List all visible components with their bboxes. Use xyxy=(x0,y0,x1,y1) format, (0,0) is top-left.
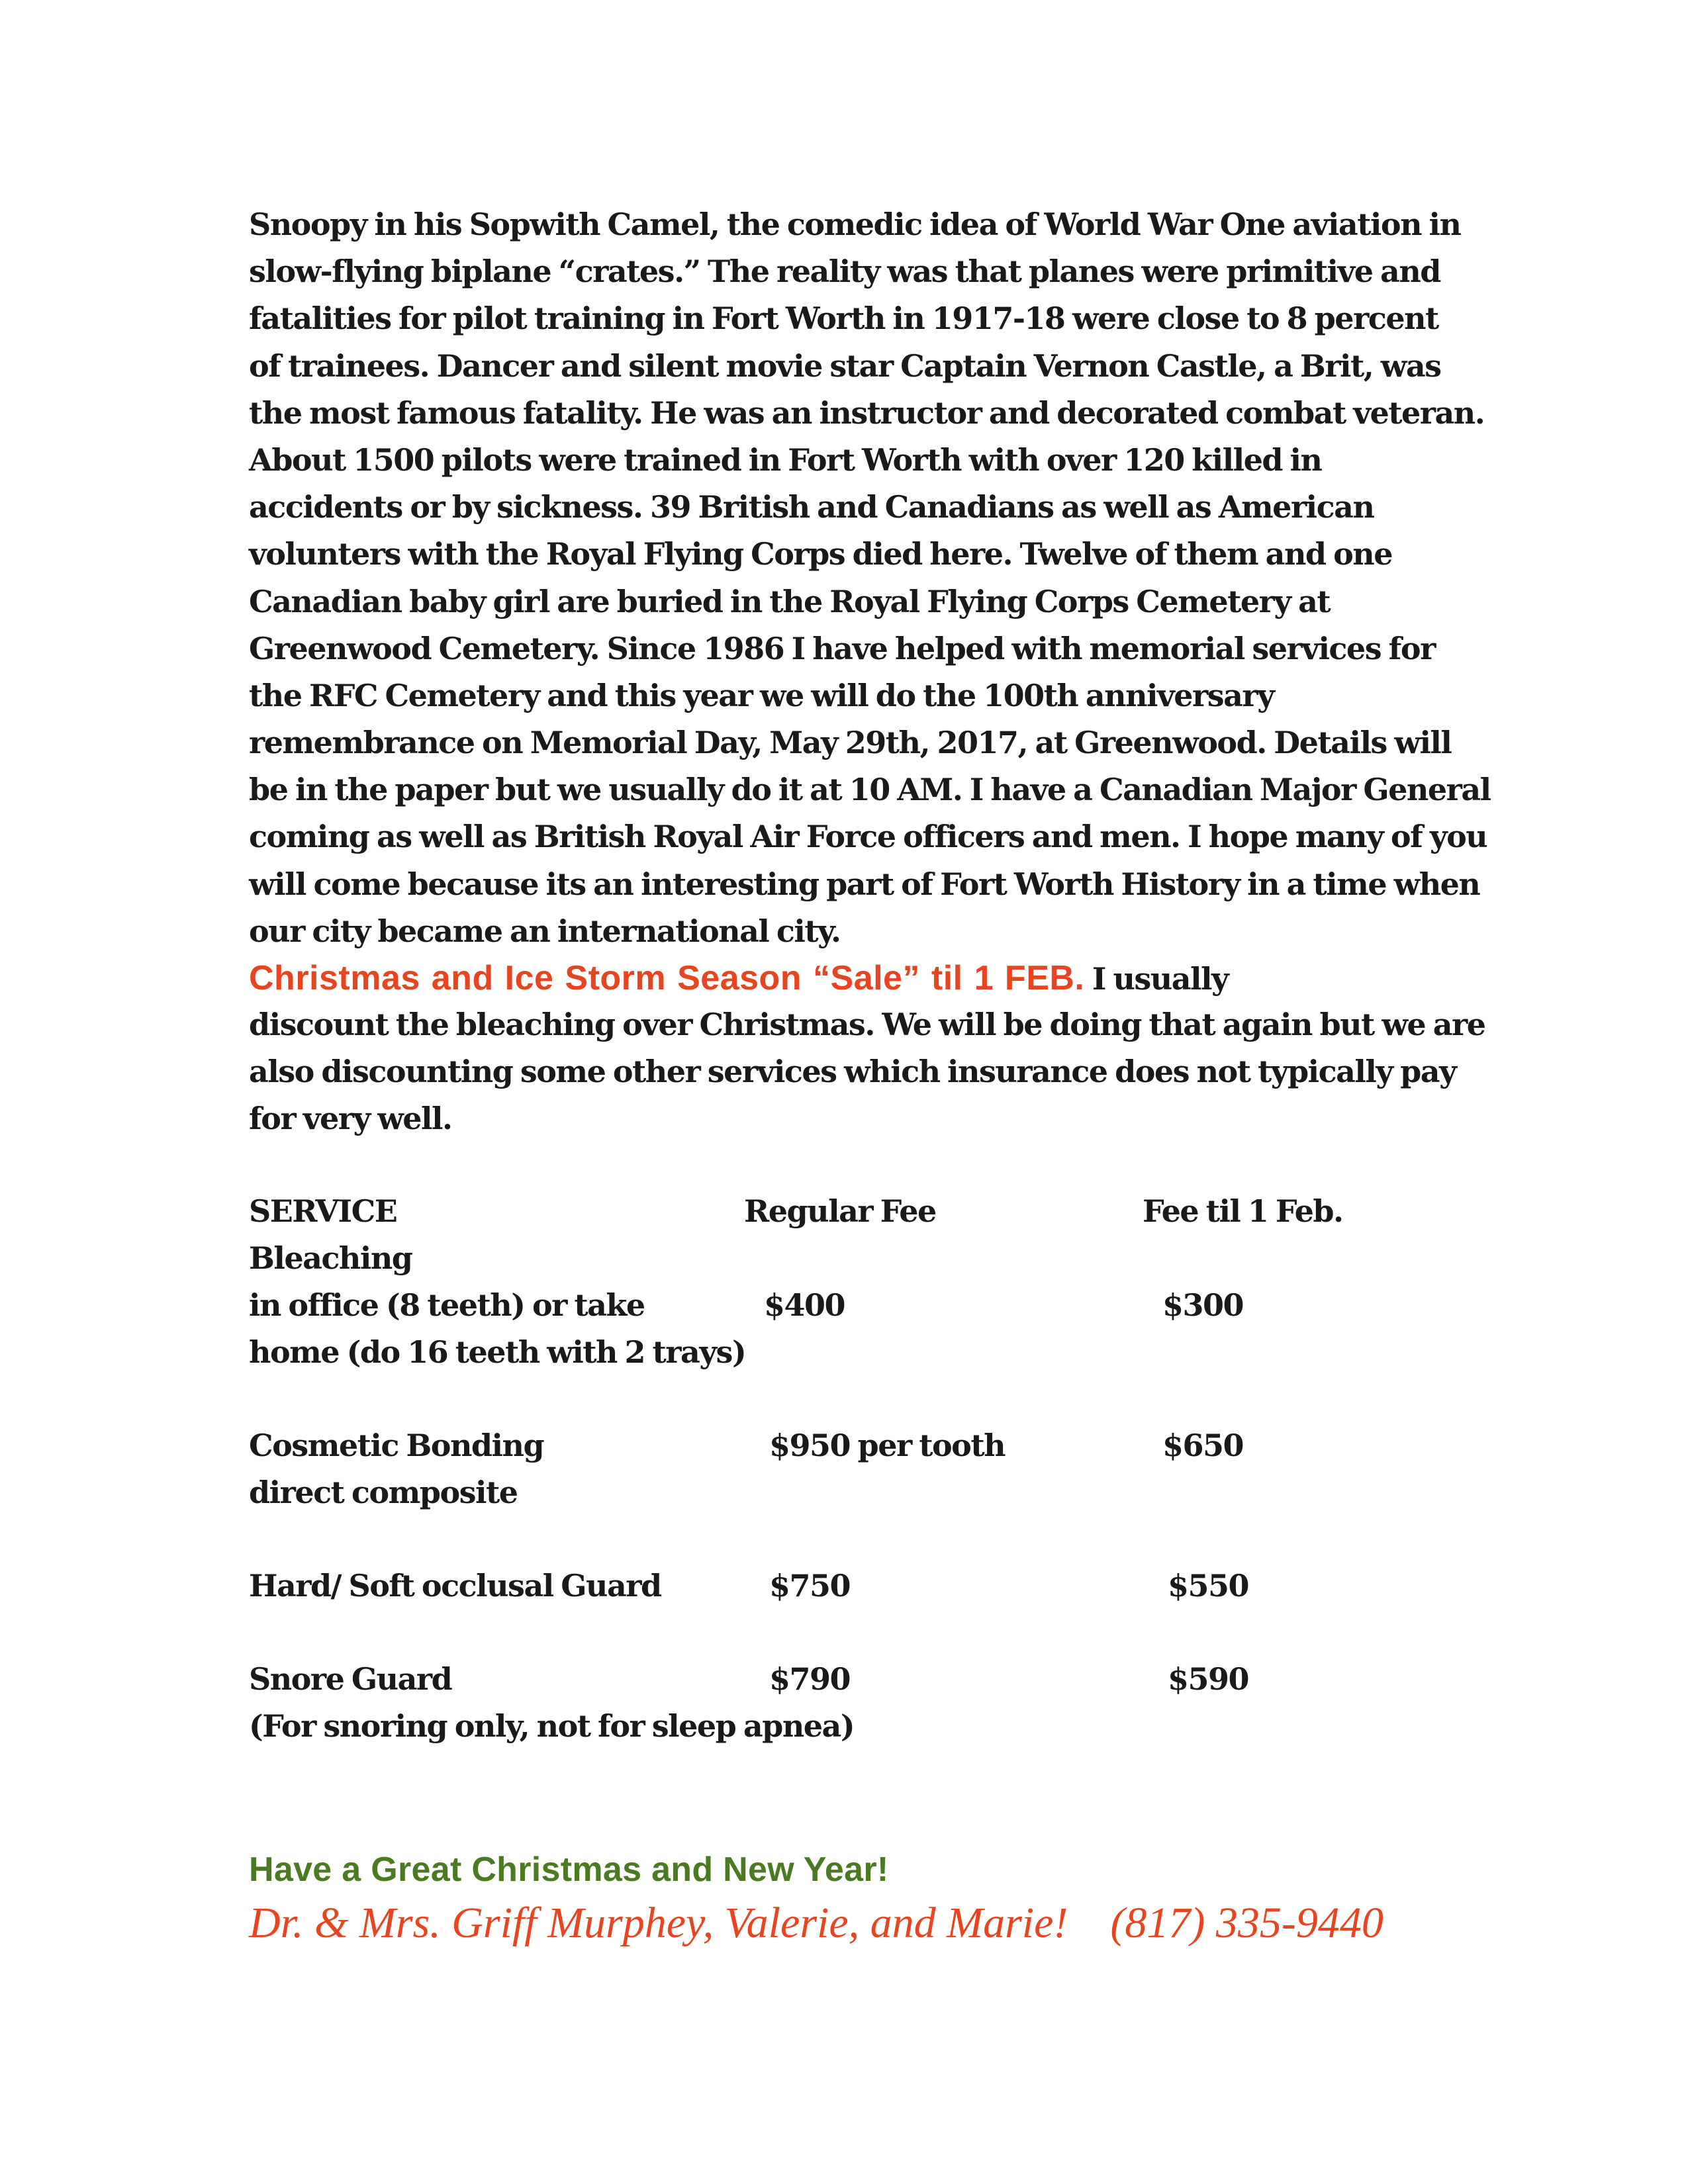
bleaching-row xyxy=(249,1235,1454,1282)
phone-number: (817) 335-9440 xyxy=(1110,1899,1383,1947)
service-name: Cosmetic Bonding xyxy=(249,1428,544,1463)
occlusal-guard-row xyxy=(249,1563,1454,1610)
holiday-greeting: Have a Great Christmas and New Year! xyxy=(249,1850,889,1889)
fee-table xyxy=(249,1188,1454,1750)
paragraph-line: will come because its an interesting part of Fort Worth History in a time when xyxy=(249,866,1480,902)
service-name: Bleaching xyxy=(249,1240,412,1276)
service-name: Snore Guard xyxy=(249,1661,452,1697)
regular-fee: $750 xyxy=(769,1568,851,1604)
paragraph-line: of trainees. Dancer and silent movie star Captain Vernon Castle, a Brit, was xyxy=(249,347,1441,384)
paragraph-line: fatalities for pilot training in Fort Worth in 1917-18 were close to 8 percent xyxy=(249,300,1438,337)
snore-guard-detail-row xyxy=(249,1703,1454,1750)
paragraph-line: be in the paper but we usually do it at 10 AM. I have a Canadian Major General xyxy=(249,772,1491,808)
newsletter-body xyxy=(249,201,1491,1143)
service-column-header: SERVICE xyxy=(249,1193,397,1229)
snore-guard-row xyxy=(249,1656,1454,1703)
sale-text-start: I usually xyxy=(1084,961,1229,997)
regular-fee: $790 xyxy=(769,1661,851,1697)
regular-fee: $400 xyxy=(764,1287,845,1323)
service-detail: home (do 16 teeth with 2 trays) xyxy=(249,1334,746,1370)
bleaching-detail-row xyxy=(249,1329,1454,1376)
sale-heading: Christmas and Ice Storm Season “Sale” til 1 FEB. xyxy=(249,959,1085,997)
service-detail: (For snoring only, not for sleep apnea) xyxy=(249,1708,855,1744)
paragraph-line: the RFC Cemetery and this year we will do the 100th anniversary xyxy=(249,677,1274,713)
sale-fee: $550 xyxy=(1168,1568,1249,1604)
fee-table-header xyxy=(249,1188,1454,1235)
service-detail: direct composite xyxy=(249,1475,518,1510)
sale-fee: $300 xyxy=(1162,1287,1244,1323)
paragraph-line: Canadian baby girl are buried in the Royal Flying Corps Cemetery at xyxy=(249,583,1331,619)
bleaching-detail-row xyxy=(249,1282,1454,1329)
regular-fee: $950 per tooth xyxy=(769,1428,1006,1463)
paragraph-line: slow-flying biplane “crates.” The reality was that planes were primitive and xyxy=(249,253,1440,290)
paragraph-line: Greenwood Cemetery. Since 1986 I have helped with memorial services for xyxy=(249,630,1435,666)
service-detail: in office (8 teeth) or take xyxy=(249,1287,645,1323)
sale-fee: $590 xyxy=(1168,1661,1249,1697)
paragraph-line: About 1500 pilots were trained in Fort Worth with over 120 killed in xyxy=(249,441,1322,478)
sale-fee: $650 xyxy=(1162,1428,1244,1463)
paragraph-line: accidents or by sickness. 39 British and Canadians as well as American xyxy=(249,489,1374,525)
paragraph-line: volunters with the Royal Flying Corps died here. Twelve of them and one xyxy=(249,536,1392,572)
service-name: Hard/ Soft occlusal Guard xyxy=(249,1568,661,1604)
sale-fee-column-header: Fee til 1 Feb. xyxy=(1143,1193,1343,1229)
sale-text-line: for very well. xyxy=(249,1101,452,1137)
sale-text-line: also discounting some other services which insurance does not typically pay xyxy=(249,1054,1456,1090)
paragraph-line: remembrance on Memorial Day, May 29th, 2017, at Greenwood. Details will xyxy=(249,725,1452,761)
sale-text-line: discount the bleaching over Christmas. We will be doing that again but we are xyxy=(249,1007,1485,1042)
paragraph-line: coming as well as British Royal Air Force officers and men. I hope many of you xyxy=(249,819,1487,855)
regular-fee-column-header: Regular Fee xyxy=(744,1193,936,1229)
bonding-detail-row xyxy=(249,1469,1454,1516)
paragraph-line: the most famous fatality. He was an instructor and decorated combat veteran. xyxy=(249,394,1485,431)
signature-line xyxy=(249,1898,1383,1948)
sale-first-line xyxy=(249,955,1454,1001)
bonding-row xyxy=(249,1422,1454,1469)
paragraph-line: our city became an international city. xyxy=(249,913,841,949)
signature-names: Dr. & Mrs. Griff Murphey, Valerie, and Marie! xyxy=(249,1899,1068,1947)
paragraph-line: Snoopy in his Sopwith Camel, the comedic idea of World War One aviation in xyxy=(249,206,1461,242)
